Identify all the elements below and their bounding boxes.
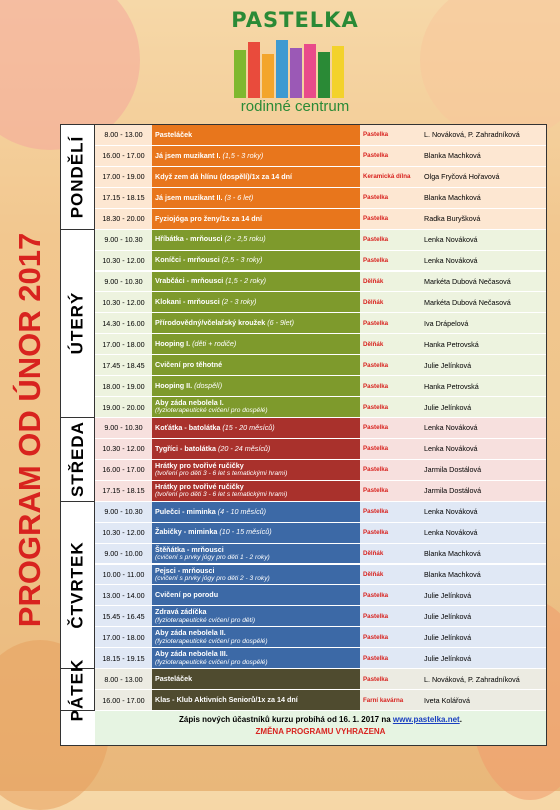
schedule-row — [95, 209, 546, 230]
activity-place: Pastelka — [363, 194, 389, 202]
activity-place: Dělňák — [363, 340, 384, 348]
activity-name — [152, 230, 360, 250]
activity-note: (fyzioterapeutické cvičení pro dospělé) — [155, 407, 268, 415]
side-title — [6, 120, 54, 740]
activity-lecturer: Markéta Dubová Nečasová — [424, 276, 511, 286]
activity-place: Pastelka — [363, 654, 389, 662]
schedule-row — [95, 292, 546, 313]
activity-note: (2 - 2,5 roku) — [224, 234, 266, 244]
row-time: 17.15 - 18.15 — [102, 193, 145, 203]
row-time: 19.00 - 20.00 — [102, 402, 145, 412]
activity-note: (2 - 3 roky) — [221, 297, 257, 307]
activity-place: Pastelka — [363, 257, 389, 265]
activity-title: Koťátka - batolátka — [155, 422, 221, 432]
schedule-row — [95, 167, 546, 188]
activity-name — [152, 292, 360, 312]
schedule-row — [95, 627, 546, 648]
activity-name — [152, 544, 360, 564]
schedule-row — [95, 272, 546, 293]
activity-place: Pastelka — [363, 466, 389, 474]
row-time: 10.00 - 11.00 — [102, 569, 145, 579]
activity-place: Pastelka — [363, 445, 389, 453]
activity-place: Pastelka — [363, 361, 389, 369]
activity-lecturer: Iva Drápelová — [424, 318, 469, 328]
activity-place: Pastelka — [363, 131, 389, 139]
activity-note: (děti + rodiče) — [192, 339, 237, 349]
activity-name — [152, 669, 360, 689]
activity-note: (1,5 - 2 roky) — [225, 276, 267, 286]
row-time: 16.00 - 17.00 — [102, 695, 145, 705]
activity-note: (tvoření pro děti 3 - 6 let s tematickými hrami) — [155, 470, 288, 478]
schedule-row — [95, 334, 546, 355]
activity-note: (20 - 24 měsíců) — [217, 443, 271, 453]
row-time: 15.45 - 16.45 — [102, 611, 145, 621]
day-label — [61, 658, 95, 721]
activity-note: (1,5 - 3 roky) — [222, 150, 264, 160]
activity-title: Tygříci - batolátka — [155, 443, 216, 453]
row-time: 8.00 - 13.00 — [104, 130, 143, 140]
row-time: 17.15 - 18.15 — [102, 486, 145, 496]
day-name: STŘEDA — [67, 421, 87, 498]
logo-title: PASTELKA — [231, 8, 359, 32]
activity-place: Pastelka — [363, 612, 389, 620]
activity-note: (3 - 6 let) — [224, 192, 254, 202]
activity-place: Pastelka — [363, 152, 389, 160]
activity-place: Pastelka — [363, 675, 389, 683]
activity-place: Farní kavárna — [363, 696, 404, 704]
activity-title: Pejsci - mrňousci — [155, 565, 215, 575]
row-time: 17.00 - 18.00 — [102, 339, 145, 349]
schedule-footer — [95, 711, 546, 745]
website-link[interactable]: www.pastelka.net — [392, 715, 460, 724]
activity-lecturer: Julie Jelínková — [424, 632, 472, 642]
activity-note: (cvičení s prvky jógy pro děti 1 - 2 roky) — [155, 553, 270, 561]
activity-place: Dělňák — [363, 570, 384, 578]
activity-lecturer: L. Nováková, P. Zahradníková — [424, 130, 520, 140]
activity-title: Cvičení po porodu — [155, 590, 219, 600]
schedule-row — [95, 690, 546, 711]
row-time: 14.30 - 16.00 — [102, 318, 145, 328]
activity-title: Koníčci - mrňousci — [155, 255, 220, 265]
background-decoration — [420, 0, 560, 140]
activity-lecturer: Jarmila Dostálová — [424, 465, 482, 475]
activity-lecturer: Julie Jelínková — [424, 590, 472, 600]
activity-name — [152, 209, 360, 229]
activity-note: (6 - 9let) — [267, 318, 295, 328]
schedule-row — [95, 376, 546, 397]
schedule-row — [95, 606, 546, 627]
activity-place: Pastelka — [363, 424, 389, 432]
schedule-row — [95, 230, 546, 251]
activity-place: Dělňák — [363, 277, 384, 285]
day-name: ÚTERÝ — [67, 292, 87, 355]
activity-lecturer: Lenka Nováková — [424, 507, 478, 517]
day-label — [61, 502, 95, 669]
activity-lecturer: Blanka Machková — [424, 549, 481, 559]
activity-note: (dospělí) — [194, 380, 223, 390]
activity-title: Já jsem muzikant I. — [155, 150, 221, 160]
day-name: ČTVRTEK — [67, 541, 87, 629]
schedule-row — [95, 502, 546, 523]
schedule-row — [95, 648, 546, 669]
row-time: 9.00 - 10.00 — [104, 549, 143, 559]
schedule-row — [95, 355, 546, 376]
activity-title: Přírodovědný/včelařský kroužek — [155, 318, 266, 328]
activity-name — [152, 439, 360, 459]
activity-place: Pastelka — [363, 319, 389, 327]
activity-note: (15 - 20 měsíců) — [222, 422, 275, 432]
activity-title: Když zem dá hlínu (dospělí)/1x za 14 dní — [155, 171, 292, 181]
row-time: 16.00 - 17.00 — [102, 151, 145, 161]
row-time: 18.15 - 19.15 — [102, 653, 145, 663]
schedule-card — [60, 124, 547, 746]
activity-title: Vrabčáci - mrňousci — [155, 276, 224, 286]
activity-title: Cvičení pro těhotné — [155, 360, 223, 370]
day-name: PÁTEK — [67, 658, 87, 721]
activity-note: (tvoření pro děti 3 - 6 let s tematickými hrami) — [155, 491, 288, 499]
row-time: 13.00 - 14.00 — [102, 590, 145, 600]
activity-lecturer: Julie Jelínková — [424, 402, 472, 412]
activity-note: (4 - 10 měsíců) — [217, 506, 267, 516]
activity-title: Žabičky - miminka — [155, 527, 218, 537]
activity-lecturer: Markéta Dubová Nečasová — [424, 297, 511, 307]
row-time: 18.30 - 20.00 — [102, 214, 145, 224]
schedule-row — [95, 418, 546, 439]
activity-note: (cvičení s prvky jógy pro děti 2 - 3 roky) — [155, 574, 270, 582]
activity-title: Pasteláček — [155, 129, 193, 139]
activity-lecturer: Blanka Machková — [424, 151, 481, 161]
activity-note: (2,5 - 3 roky) — [221, 255, 263, 265]
activity-lecturer: Radka Buryšková — [424, 214, 481, 224]
schedule-row — [95, 481, 546, 502]
activity-title: Aby záda nebolela III. — [155, 649, 228, 659]
schedule-row — [95, 544, 546, 565]
activity-note: (fyzioterapeutické cvičení pro dospělé) — [155, 637, 268, 645]
day-label — [61, 230, 95, 418]
activity-name — [152, 606, 360, 626]
activity-title: Aby záda nebolela I. — [155, 398, 224, 408]
activity-name — [152, 502, 360, 522]
activity-lecturer: Lenka Nováková — [424, 528, 478, 538]
activity-name — [152, 648, 360, 668]
program-title: PROGRAM OD ÚNOR 2017 — [12, 232, 47, 628]
row-time: 16.00 - 17.00 — [102, 465, 145, 475]
row-time: 10.30 - 12.00 — [102, 297, 145, 307]
activity-name — [152, 146, 360, 166]
activity-name — [152, 397, 360, 417]
activity-name — [152, 125, 360, 145]
activity-place: Pastelka — [363, 633, 389, 641]
activity-name — [152, 565, 360, 585]
activity-lecturer: Hanka Petrovská — [424, 381, 479, 391]
activity-title: Pulečci - miminka — [155, 506, 216, 516]
activity-place: Pastelka — [363, 529, 389, 537]
row-time: 8.00 - 13.00 — [104, 674, 143, 684]
day-label — [61, 418, 95, 502]
activity-place: Pastelka — [363, 403, 389, 411]
activity-title: Hrátky pro tvořivé ručičky — [155, 460, 244, 470]
registration-suffix: . — [459, 715, 462, 724]
activity-lecturer: Lenka Nováková — [424, 444, 478, 454]
row-time: 18.00 - 19.00 — [102, 381, 145, 391]
activity-lecturer: Lenka Nováková — [424, 256, 478, 266]
activity-place: Pastelka — [363, 382, 389, 390]
schedule-row — [95, 669, 546, 690]
activity-title: Aby záda nebolela II. — [155, 628, 226, 638]
schedule-row — [95, 439, 546, 460]
activity-name — [152, 460, 360, 480]
activity-title: Klokani - mrňousci — [155, 297, 220, 307]
activity-title: Klas - Klub Aktivních Seniorů/1x za 14 dní — [155, 694, 298, 704]
activity-note: (fyzioterapeutické cvičení pro dospělé) — [155, 658, 268, 666]
schedule-row — [95, 188, 546, 209]
row-time: 9.00 - 10.30 — [104, 235, 143, 245]
row-time: 10.30 - 12.00 — [102, 528, 145, 538]
activity-place: Pastelka — [363, 236, 389, 244]
pencils-icon — [232, 38, 357, 98]
schedule-row — [95, 460, 546, 481]
activity-lecturer: Blanka Machková — [424, 193, 481, 203]
schedule-row — [95, 585, 546, 606]
activity-lecturer: Julie Jelínková — [424, 360, 472, 370]
activity-name — [152, 585, 360, 605]
activity-name — [152, 690, 360, 710]
activity-lecturer: Blanka Machková — [424, 569, 481, 579]
activity-name — [152, 627, 360, 647]
activity-lecturer: Olga Fryčová Hořavová — [424, 172, 500, 182]
activity-name — [152, 313, 360, 333]
activity-title: Já jsem muzikant II. — [155, 192, 223, 202]
activity-title: Hříbátka - mrňousci — [155, 234, 223, 244]
row-time: 10.30 - 12.00 — [102, 444, 145, 454]
activity-place: Pastelka — [363, 487, 389, 495]
registration-text: Zápis nových účastníků kurzu probíhá od 16. 1. 2017 na — [179, 715, 393, 724]
schedule-row — [95, 523, 546, 544]
activity-title: Hooping II. — [155, 380, 193, 390]
activity-lecturer: Iveta Kolářová — [424, 695, 470, 705]
row-time: 9.00 - 10.30 — [104, 276, 143, 286]
activity-title: Pasteláček — [155, 673, 193, 683]
schedule-row — [95, 146, 546, 167]
activity-place: Pastelka — [363, 508, 389, 516]
activity-name — [152, 523, 360, 543]
activity-lecturer: L. Nováková, P. Zahradníková — [424, 674, 520, 684]
activity-name — [152, 251, 360, 271]
schedule-row — [95, 565, 546, 586]
row-time: 17.00 - 19.00 — [102, 172, 145, 182]
row-time: 17.00 - 18.00 — [102, 632, 145, 642]
activity-title: Zdravá zádíčka — [155, 607, 207, 617]
activity-lecturer: Julie Jelínková — [424, 653, 472, 663]
row-time: 10.30 - 12.00 — [102, 256, 145, 266]
registration-note — [95, 715, 546, 724]
activity-title: Fyziojóga pro ženy/1x za 14 dní — [155, 213, 263, 223]
activity-title: Hooping I. — [155, 339, 191, 349]
logo-subtitle: rodinné centrum — [240, 98, 350, 115]
activity-place: Dělňák — [363, 298, 384, 306]
activity-name — [152, 418, 360, 438]
activity-note: (10 - 15 měsíců) — [219, 527, 272, 537]
activity-place: Keramická dílna — [363, 173, 411, 181]
activity-place: Pastelka — [363, 591, 389, 599]
row-time: 9.00 - 10.30 — [104, 507, 143, 517]
change-notice: ZMĚNA PROGRAMU VYHRAZENA — [255, 727, 386, 736]
schedule-row — [95, 251, 546, 272]
activity-name — [152, 188, 360, 208]
activity-lecturer: Lenka Nováková — [424, 235, 478, 245]
day-name: PONDĚLÍ — [67, 135, 87, 219]
activity-name — [152, 272, 360, 292]
activity-lecturer: Julie Jelínková — [424, 611, 472, 621]
activity-title: Hrátky pro tvořivé ručičky — [155, 481, 244, 491]
activity-lecturer: Hanka Petrovská — [424, 339, 479, 349]
activity-note: (fyzioterapeutické cvičení pro děti) — [155, 616, 256, 624]
activity-lecturer: Jarmila Dostálová — [424, 486, 482, 496]
activity-name — [152, 481, 360, 501]
activity-name — [152, 334, 360, 354]
day-label — [61, 125, 95, 230]
activity-name — [152, 355, 360, 375]
schedule-row — [95, 125, 546, 146]
activity-title: Štěňátka - mrňousci — [155, 544, 224, 554]
activity-place: Dělňák — [363, 550, 384, 558]
activity-lecturer: Lenka Nováková — [424, 423, 478, 433]
row-time: 17.45 - 18.45 — [102, 360, 145, 370]
activity-name — [152, 167, 360, 187]
row-time: 9.00 - 10.30 — [104, 423, 143, 433]
activity-place: Pastelka — [363, 215, 389, 223]
schedule-row — [95, 397, 546, 418]
schedule-row — [95, 313, 546, 334]
activity-name — [152, 376, 360, 396]
